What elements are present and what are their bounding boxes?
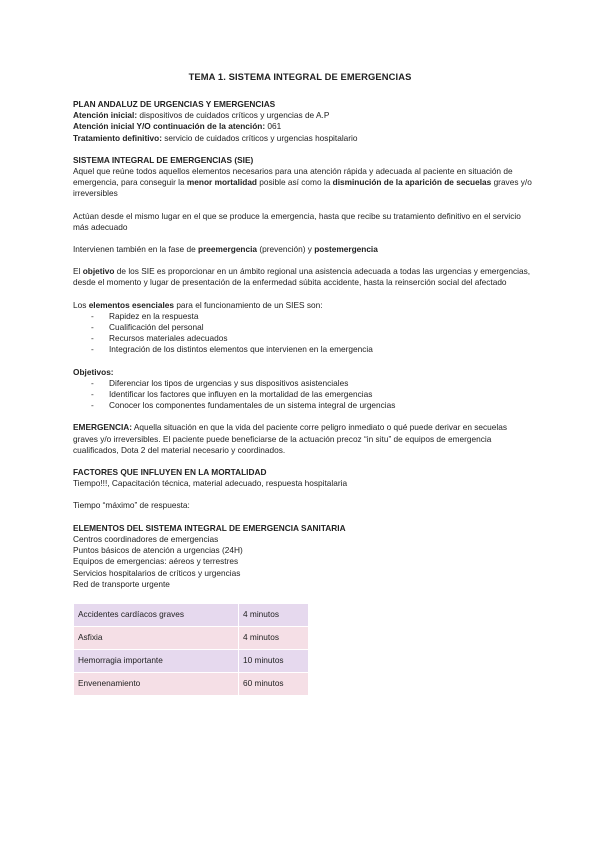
- list-item: - Recursos materiales adecuados: [91, 333, 533, 344]
- sie-definition: Aquel que reúne todos aquellos elementos necesarios para una atención rápida y adecuada al paciente en situación de emergencia, para conseguir la menor mortalidad posible así como la disminución de la aparición de secuelas graves y/o irreversibles: [73, 166, 532, 199]
- plan-line: Atención inicial: dispositivos de cuidados críticos y urgencias de A.P: [73, 110, 330, 121]
- objectives-section: [73, 367, 533, 412]
- emergencia-definition: EMERGENCIA: Aquella situación en que la vida del paciente corre peligro inmediato o qué puede derivar en secuelas graves y/o irreversibles. El paciente puede beneficiarse de la actuación precoz “in situ” de equipos de emergencia cualificados, Dota 2 del material necesario y coordinados.: [73, 422, 508, 455]
- time-cell: 4 minutos: [239, 603, 309, 626]
- table-row: [74, 626, 309, 649]
- plan-heading: PLAN ANDALUZ DE URGENCIAS Y EMERGENCIAS: [73, 99, 276, 109]
- plan-line: Atención inicial Y/O continuación de la atención: 061: [73, 121, 282, 132]
- list-item: - Cualificación del personal: [91, 322, 533, 333]
- objectives-list: [73, 378, 533, 412]
- sie-heading: SISTEMA INTEGRAL DE EMERGENCIAS (SIE): [73, 154, 254, 165]
- elements-section: [73, 523, 533, 590]
- list-item: - Diferenciar los tipos de urgencias y sus dispositivos asistenciales: [91, 378, 533, 389]
- table-row: [74, 672, 309, 695]
- essential-elements-intro: Los elementos esenciales para el funcionamiento de un SIES son:: [73, 299, 323, 310]
- table-row: [74, 603, 309, 626]
- condition-cell: Asfixia: [74, 626, 239, 649]
- list-item: - Conocer los componentes fundamentales de un sistema integral de urgencias: [91, 400, 533, 411]
- sie-section: [73, 155, 533, 200]
- sie-acting-paragraph: Actúan desde el mismo lugar en el que se produce la emergencia, hasta que recibe su tratamiento definitivo en el servicio más adecuado: [73, 210, 521, 232]
- time-cell: 60 minutos: [239, 672, 309, 695]
- elements-item: Red de transporte urgente: [73, 578, 170, 589]
- list-item: - Identificar los factores que influyen en la mortalidad de las emergencias: [91, 389, 533, 400]
- max-response-time-label: Tiempo “máximo” de respuesta:: [73, 500, 190, 511]
- page-title: TEMA 1. SISTEMA INTEGRAL DE EMERGENCIAS: [188, 71, 412, 82]
- plan-section: [73, 99, 533, 144]
- elements-item: Servicios hospitalarios de críticos y urgencias: [73, 567, 241, 578]
- objectives-heading: Objetivos:: [73, 366, 114, 377]
- condition-cell: Accidentes cardíacos graves: [74, 603, 239, 626]
- elements-item: Equipos de emergencias: aéreos y terrestres: [73, 556, 239, 567]
- time-cell: 4 minutos: [239, 626, 309, 649]
- factors-heading: FACTORES QUE INFLUYEN EN LA MORTALIDAD: [73, 467, 267, 478]
- list-item: - Integración de los distintos elementos que intervienen en la emergencia: [91, 344, 533, 355]
- elements-heading: ELEMENTOS DEL SISTEMA INTEGRAL DE EMERGENCIA SANITARIA: [73, 522, 346, 533]
- time-cell: 10 minutos: [239, 649, 309, 672]
- condition-cell: Hemorragia importante: [74, 649, 239, 672]
- condition-cell: Envenenamiento: [74, 672, 239, 695]
- factors-line: Tiempo!!!, Capacitación técnica, material adecuado, respuesta hospitalaria: [73, 478, 348, 489]
- essential-elements-section: [73, 300, 533, 356]
- elements-item: Puntos básicos de atención a urgencias (24H): [73, 545, 243, 556]
- essential-elements-list: [73, 311, 533, 356]
- response-time-table: [73, 603, 309, 696]
- table-row: [74, 649, 309, 672]
- plan-line: Tratamiento definitivo: servicio de cuidados críticos y urgencias hospitalario: [73, 132, 358, 143]
- list-item: - Rapidez en la respuesta: [91, 311, 533, 322]
- factors-section: [73, 467, 533, 489]
- sie-objective-paragraph: El objetivo de los SIE es proporcionar en un ámbito regional una asistencia adecuada a todas las urgencias y emergencias, desde el momento y lugar de presentación de la enfermedad súbita accidente, hasta la reinserción social del afectado: [73, 266, 531, 288]
- sie-intervene-paragraph: Intervienen también en la fase de preemergencia (prevención) y postemergencia: [73, 244, 378, 255]
- document-body: [73, 99, 533, 696]
- elements-item: Centros coordinadores de emergencias: [73, 533, 219, 544]
